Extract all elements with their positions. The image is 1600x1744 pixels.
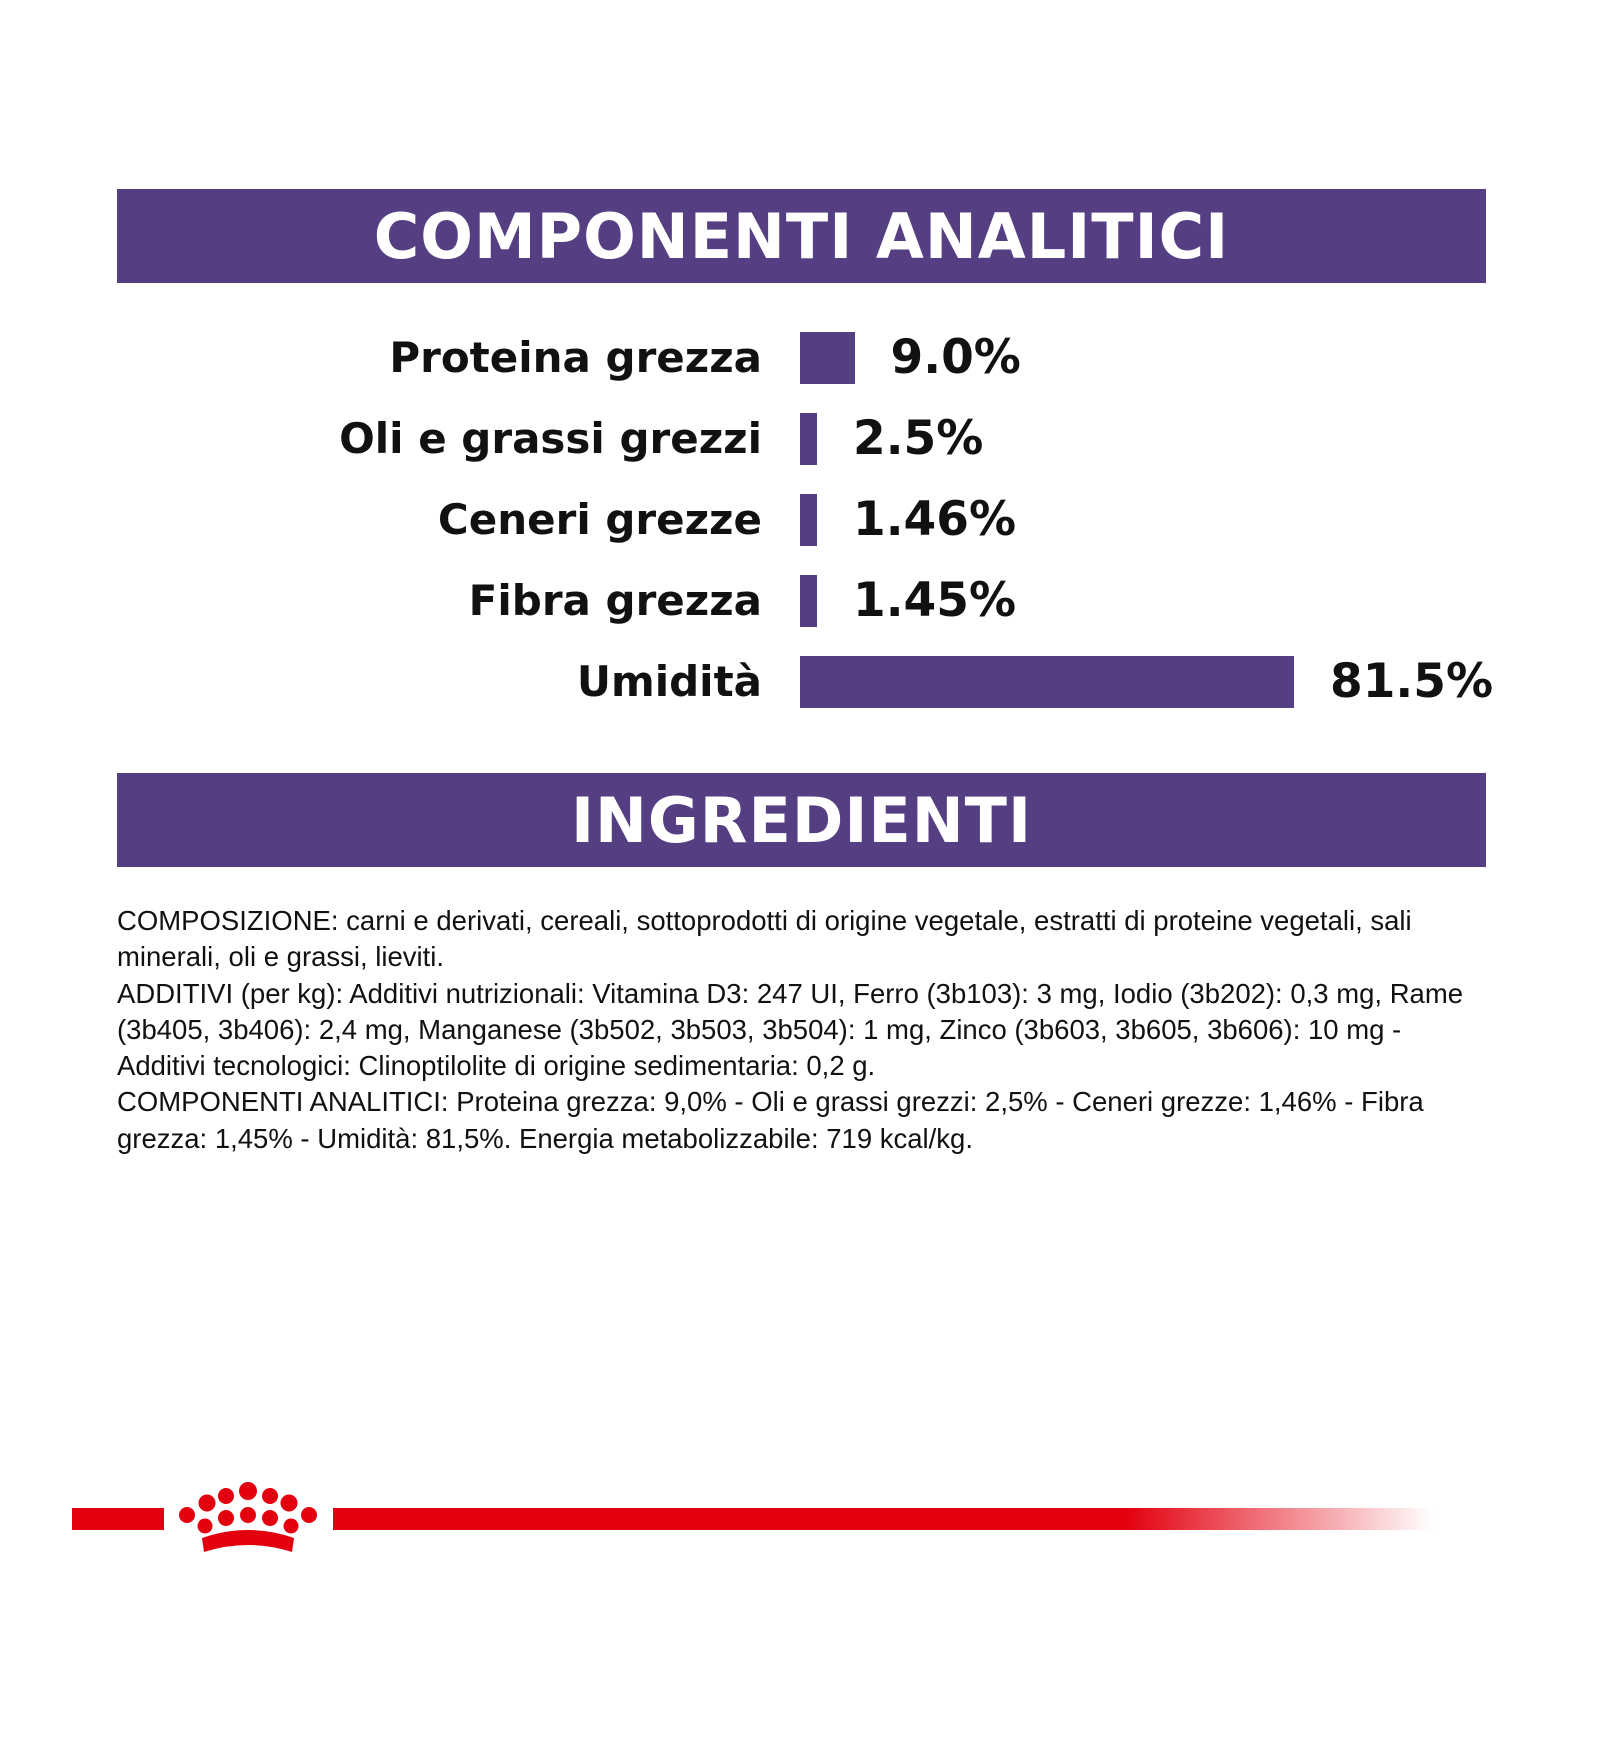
- category-label: Proteina grezza: [389, 333, 762, 382]
- analytics-banner: COMPONENTI ANALITICI: [117, 189, 1486, 283]
- bar: [800, 413, 817, 465]
- crown-icon: [179, 1482, 317, 1552]
- category-label: Fibra grezza: [468, 576, 762, 625]
- category-label: Umidità: [576, 657, 762, 706]
- bar: [800, 656, 1294, 708]
- bar: [800, 575, 817, 627]
- composition-paragraph: COMPOSIZIONE: carni e derivati, cereali, sottoprodotti di origine vegetale, estratti di proteine vegetali, sali minerali, oli e grassi, lieviti.: [117, 905, 1412, 973]
- value-label: 9.0%: [890, 330, 1021, 385]
- bar: [800, 494, 817, 546]
- value-label: 2.5%: [853, 411, 984, 466]
- value-label: 81.5%: [1330, 654, 1494, 709]
- category-label: Ceneri grezze: [437, 495, 762, 544]
- ingredients-text: [117, 903, 1492, 1157]
- red-line-right: [333, 1508, 1433, 1530]
- red-line-left: [72, 1508, 164, 1530]
- value-label: 1.45%: [853, 573, 1017, 628]
- analytical-paragraph: COMPONENTI ANALITICI: Proteina grezza: 9,0% - Oli e grassi grezzi: 2,5% - Ceneri grezze: 1,46% - Fibra grezza: 1,45% - Umidità: 81,5%. Energia metabolizzabile: 719 kcal/kg.: [117, 1086, 1424, 1154]
- brand-strip: [0, 1460, 1600, 1580]
- ingredients-banner: INGREDIENTI: [117, 773, 1486, 867]
- value-label: 1.46%: [853, 492, 1017, 547]
- additives-paragraph: ADDITIVI (per kg): Additivi nutrizionali: Vitamina D3: 247 UI, Ferro (3b103): 3 mg, Iodio (3b202): 0,3 mg, Rame (3b405, 3b406): 2,4 mg, Manganese (3b502, 3b503, 3b504): 1 mg, Zinco (3b603, 3b605, 3b606): 10 mg - Additivi tecnologici: Clinoptilolite di origine sedimentaria: 0,2 g.: [117, 977, 1464, 1082]
- bar: [800, 332, 855, 384]
- category-label: Oli e grassi grezzi: [339, 414, 762, 463]
